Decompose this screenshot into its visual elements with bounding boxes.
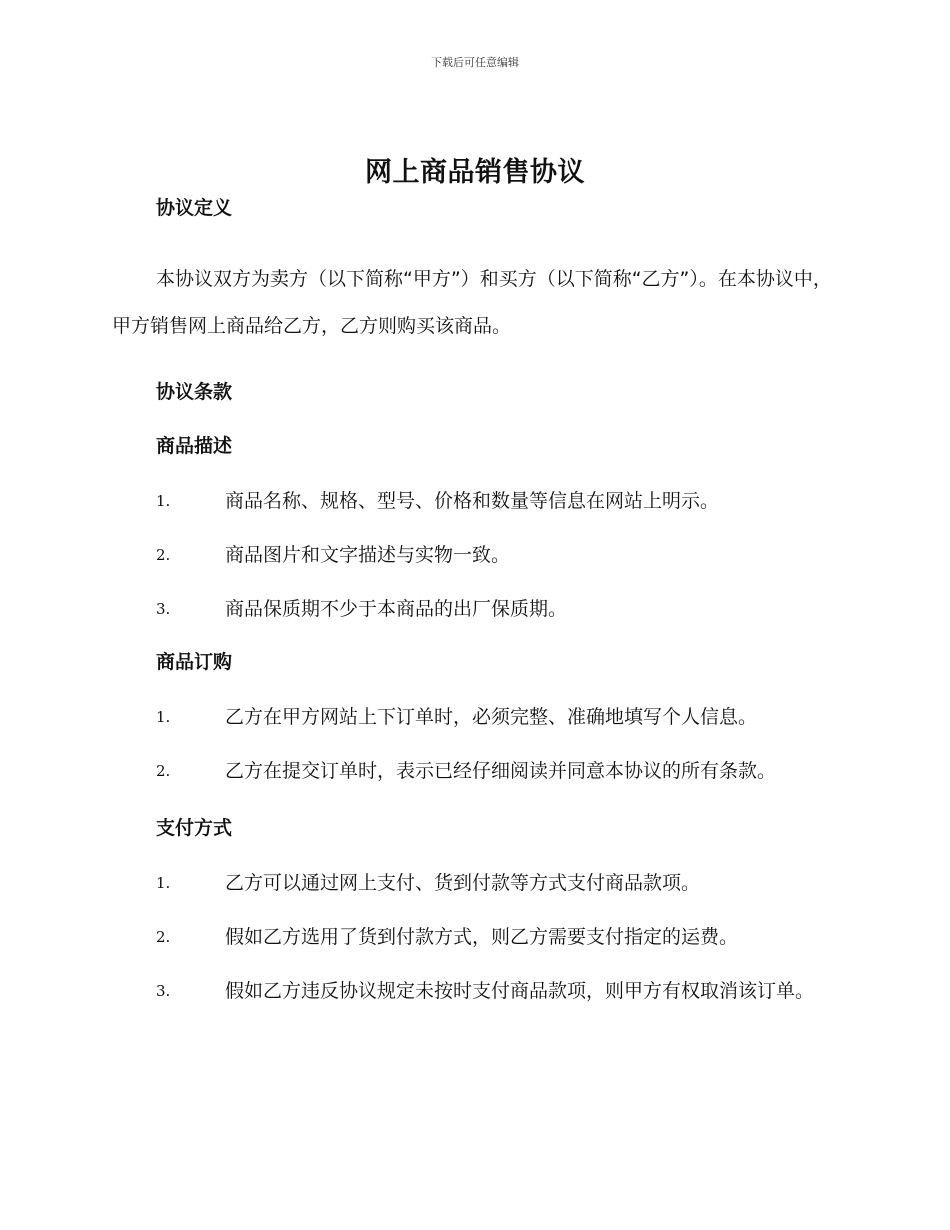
list-number: 2. (156, 928, 171, 946)
list-item (112, 968, 842, 1015)
definition-paragraph: 本协议双方为卖方（以下简称“甲方”）和买方（以下简称“乙方”）。在本协议中，甲方销售网上商品给乙方，乙方则购买该商品。 (112, 268, 832, 337)
list-item (112, 914, 842, 961)
section-heading-payment: 支付方式 (156, 817, 233, 839)
list-item (112, 532, 842, 579)
list-number: 1. (156, 492, 171, 510)
list-item (112, 478, 842, 525)
section-heading-description: 商品描述 (156, 435, 233, 457)
list-item (112, 586, 842, 633)
list-item (112, 860, 842, 907)
list-text: 商品图片和文字描述与实物一致。 (225, 544, 511, 566)
list-text: 假如乙方选用了货到付款方式，则乙方需要支付指定的运费。 (225, 926, 739, 948)
list-number: 2. (156, 546, 171, 564)
list-number: 1. (156, 874, 171, 892)
list-number: 3. (156, 600, 171, 618)
list-number: 1. (156, 708, 171, 726)
document-body (112, 196, 842, 1015)
list-item (112, 748, 842, 795)
list-text: 乙方在提交订单时，表示已经仔细阅读并同意本协议的所有条款。 (225, 760, 777, 782)
list-text: 乙方在甲方网站上下订单时，必须完整、准确地填写个人信息。 (225, 706, 758, 728)
header-note: 下载后可任意编辑 (431, 56, 519, 69)
section-heading-terms: 协议条款 (156, 381, 233, 403)
list-item (112, 694, 842, 741)
document-title: 网上商品销售协议 (365, 157, 585, 188)
section-heading-ordering: 商品订购 (156, 651, 233, 673)
list-number: 2. (156, 762, 171, 780)
list-text: 商品保质期不少于本商品的出厂保质期。 (225, 598, 568, 620)
section-heading-definition: 协议定义 (156, 197, 233, 219)
list-number: 3. (156, 982, 171, 1000)
list-text: 乙方可以通过网上支付、货到付款等方式支付商品款项。 (225, 872, 701, 894)
list-text: 商品名称、规格、型号、价格和数量等信息在网站上明示。 (225, 490, 720, 512)
list-text: 假如乙方违反协议规定未按时支付商品款项，则甲方有权取消该订单。 (225, 980, 815, 1002)
